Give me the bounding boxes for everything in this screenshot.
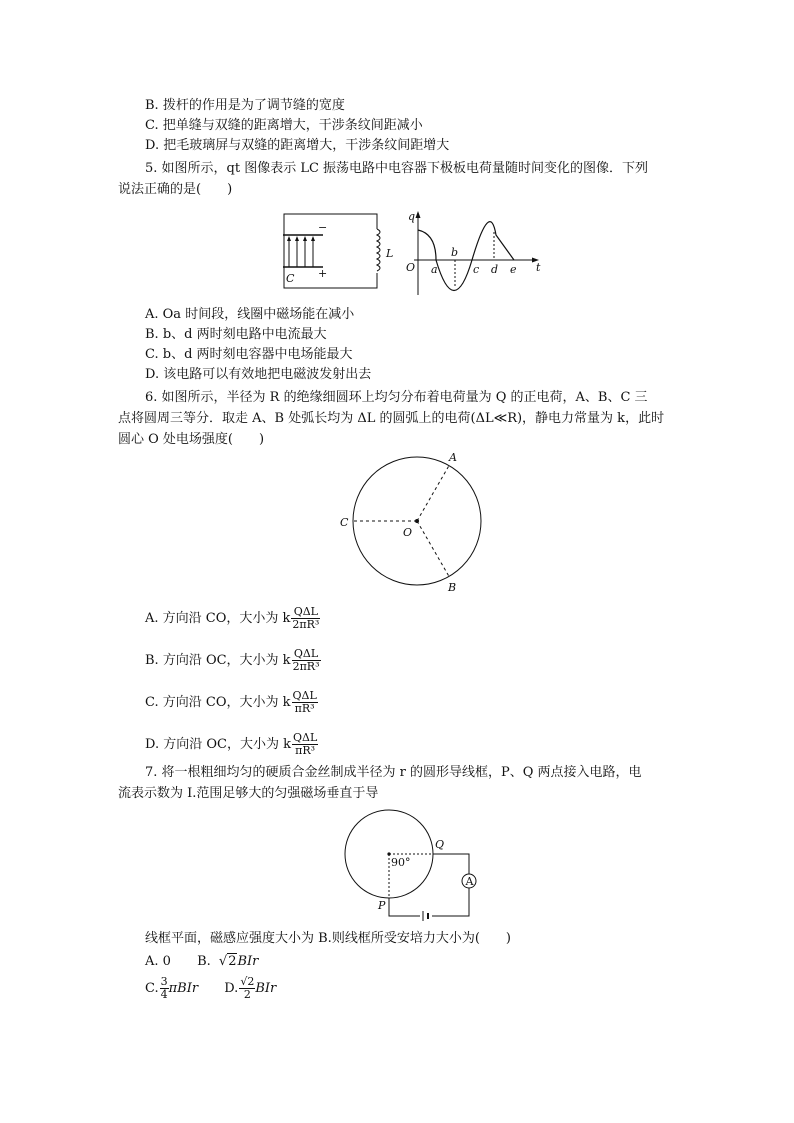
inductor-label: L: [386, 247, 394, 260]
q6-option-c-text: C. 方向沿 CO，大小为 k: [145, 695, 291, 710]
q6-option-c-fraction: $\frac{\text{QΔL}}{\text{πR³}}$: [292, 689, 317, 715]
ring-point-b-label: B: [448, 581, 457, 594]
angle-label: 90°: [391, 856, 411, 869]
q7-option-a: A. 0: [145, 954, 171, 969]
graph-point-e: e: [510, 263, 517, 276]
q6-option-a-text: A. 方向沿 CO，大小为 k: [145, 611, 291, 626]
q6-option-d: [145, 732, 318, 757]
q5-stem-line2: 说法正确的是( ): [118, 182, 233, 197]
q5-option-d: D. 该电路可以有效地把电磁波发射出去: [145, 367, 372, 382]
capacitor-plus-label: +: [318, 267, 328, 280]
ammeter-label: A: [465, 875, 474, 888]
q4-option-b: B. 拨杆的作用是为了调节缝的宽度: [145, 98, 345, 113]
q5-option-b: B. b、d 两时刻电路中电流最大: [145, 327, 327, 342]
graph-q-axis-label: q: [408, 210, 416, 223]
q6-stem-line3: 圆心 O 处电场强度( ): [118, 432, 265, 447]
q7-stem-line3: 线框平面，磁感应强度大小为 B.则线框所受安培力大小为( ): [145, 931, 511, 946]
capacitor-label: C: [286, 272, 295, 285]
q7-option-c-prefix: C.: [145, 981, 159, 996]
q7-option-b-prefix: B.: [197, 954, 211, 969]
q4-option-c: C. 把单缝与双缝的距离增大，干涉条纹间距减小: [145, 118, 423, 133]
q7-stem-line1: 7. 将一根粗细均匀的硬质合金丝制成半径为 r 的圆形导线框，P、Q 两点接入电路，电: [145, 765, 642, 780]
q5-stem-line1: 5. 如图所示，qt 图像表示 LC 振荡电路中电容器下极板电荷量随时间变化的图像．下列: [145, 161, 649, 176]
point-p-label: P: [378, 899, 386, 912]
q7-option-d-fraction: $\frac{√2}{2}$: [240, 975, 255, 1001]
q7-option-c-suffix: πBIr: [168, 981, 199, 996]
q4-option-d: D. 把毛玻璃屏与双缝的距离增大，干涉条纹间距增大: [145, 138, 450, 153]
q6-stem-line2: 点将圆周三等分．取走 A、B 处弧长均为 ΔL 的圆弧上的电荷(ΔL≪R)，静电力常量为 k，此时: [118, 411, 665, 426]
q6-option-d-fraction: $\frac{\text{QΔL}}{\text{πR³}}$: [292, 731, 318, 757]
q7-option-d-prefix: D.: [224, 981, 239, 996]
q5-lc-circuit-figure: [275, 205, 395, 300]
q6-option-b-fraction: $\frac{\text{QΔL}}{\text{2πR³}}$: [292, 647, 320, 673]
graph-point-b: b: [451, 246, 459, 259]
q5-qt-graph-figure: [400, 205, 550, 300]
q6-option-d-text: D. 方向沿 OC，大小为 k: [145, 737, 291, 752]
q6-ring-figure: [330, 450, 490, 600]
point-q-label: Q: [435, 838, 445, 851]
graph-point-d: d: [491, 263, 499, 276]
q6-option-a-fraction: $\frac{\text{QΔL}}{\text{2πR³}}$: [292, 605, 320, 631]
q7-options-row1: [145, 953, 258, 971]
q7-options-row2: [145, 976, 276, 1001]
ring-point-c-label: C: [340, 516, 349, 529]
q6-stem-line1: 6. 如图所示，半径为 R 的绝缘细圆环上均匀分布着电荷量为 Q 的正电荷，A、B、C 三: [145, 390, 648, 405]
ring-point-a-label: A: [449, 451, 457, 464]
q5-option-c: C. b、d 两时刻电容器中电场能最大: [145, 347, 353, 362]
q7-wire-loop-figure: [340, 805, 490, 920]
q6-option-c: [145, 690, 318, 715]
q5-option-a: A. Oa 时间段，线圈中磁场能在减小: [145, 307, 355, 322]
graph-origin-label: O: [406, 261, 416, 274]
q7-option-b-expr: √2BIr: [218, 954, 259, 969]
capacitor-minus-label: −: [318, 221, 328, 234]
q7-option-c-fraction: $\frac{3}{4}$: [160, 975, 168, 1001]
q7-stem-line2: 流表示数为 I.范围足够大的匀强磁场垂直于导: [118, 786, 379, 801]
graph-point-c: c: [473, 263, 480, 276]
graph-point-a: a: [431, 263, 438, 276]
q6-option-b-text: B. 方向沿 OC，大小为 k: [145, 653, 291, 668]
q6-option-a: [145, 606, 320, 631]
q6-option-b: [145, 648, 321, 673]
q7-option-d-suffix: BIr: [255, 981, 277, 996]
ring-center-label: O: [403, 526, 413, 539]
graph-t-axis-label: t: [536, 261, 541, 274]
